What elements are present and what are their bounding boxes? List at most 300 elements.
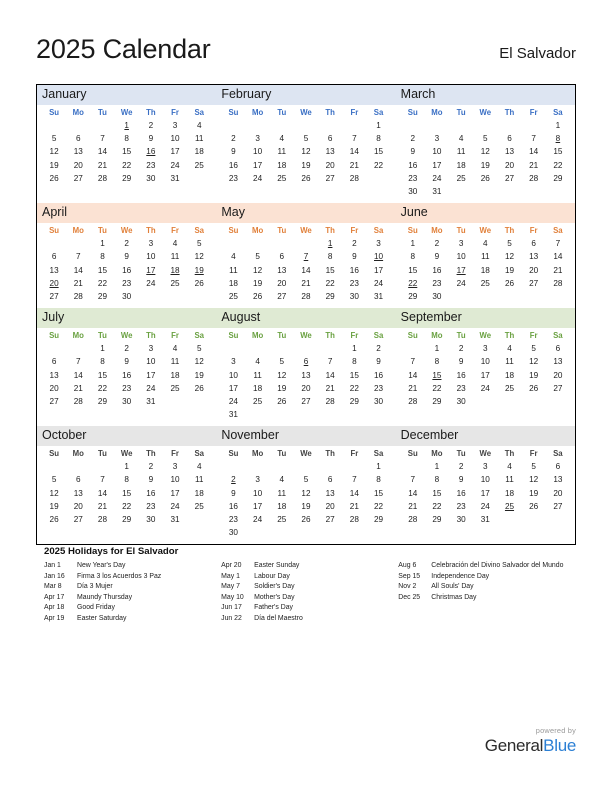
day-cell[interactable]: 19	[253, 278, 263, 288]
day-cell[interactable]: 6	[555, 462, 561, 472]
day-cell[interactable]: 31	[170, 173, 180, 183]
day-cell[interactable]: 30	[122, 396, 132, 406]
day-cell[interactable]: 4	[507, 462, 512, 472]
day-cell[interactable]: 1	[352, 344, 357, 354]
day-cell[interactable]: 23	[374, 383, 384, 393]
day-cell[interactable]: 26	[253, 291, 263, 301]
day-cell[interactable]: 13	[529, 252, 539, 262]
day-cell[interactable]: 22	[432, 383, 442, 393]
day-cell[interactable]: 4	[507, 344, 512, 354]
day-cell[interactable]: 7	[76, 357, 81, 367]
day-cell[interactable]: 9	[124, 252, 129, 262]
day-cell[interactable]: 31	[146, 396, 156, 406]
day-cell-holiday[interactable]: 8	[555, 134, 561, 144]
day-cell[interactable]: 1	[100, 344, 105, 354]
day-cell[interactable]: 5	[483, 134, 488, 144]
day-cell[interactable]: 29	[97, 396, 108, 406]
day-cell[interactable]: 16	[228, 501, 238, 511]
day-cell[interactable]: 18	[170, 370, 180, 380]
day-cell[interactable]: 29	[349, 396, 359, 406]
day-cell[interactable]: 12	[301, 147, 311, 157]
day-cell[interactable]: 2	[124, 344, 129, 354]
day-cell[interactable]: 2	[231, 134, 236, 144]
day-cell[interactable]: 12	[301, 488, 311, 498]
day-cell[interactable]: 30	[432, 291, 442, 301]
day-cell[interactable]: 20	[73, 160, 83, 170]
day-cell[interactable]: 22	[122, 160, 132, 170]
day-cell[interactable]: 8	[100, 252, 105, 262]
day-cell-holiday[interactable]: 1	[124, 121, 129, 131]
day-cell[interactable]: 2	[410, 134, 416, 144]
day-cell[interactable]: 9	[352, 252, 357, 262]
day-cell[interactable]: 19	[194, 370, 204, 380]
day-cell[interactable]: 2	[352, 239, 357, 249]
day-cell[interactable]: 23	[408, 173, 418, 183]
day-cell[interactable]: 10	[170, 134, 180, 144]
day-cell[interactable]: 5	[196, 344, 202, 354]
day-cell[interactable]: 15	[553, 147, 563, 157]
day-cell[interactable]: 18	[277, 501, 287, 511]
day-cell[interactable]: 30	[228, 528, 238, 538]
day-cell[interactable]: 12	[49, 488, 59, 498]
day-cell[interactable]: 26	[301, 173, 311, 183]
day-cell[interactable]: 27	[73, 515, 83, 525]
day-cell[interactable]: 26	[529, 501, 539, 511]
day-cell[interactable]: 27	[301, 396, 311, 406]
day-cell[interactable]: 3	[255, 475, 260, 485]
day-cell[interactable]: 21	[73, 278, 83, 288]
day-cell[interactable]: 30	[146, 173, 156, 183]
day-cell[interactable]: 25	[504, 383, 515, 393]
day-cell[interactable]: 14	[73, 370, 83, 380]
day-cell[interactable]: 28	[325, 396, 335, 406]
day-cell[interactable]: 25	[480, 278, 490, 288]
day-cell[interactable]: 7	[100, 475, 105, 485]
day-cell[interactable]: 26	[194, 383, 204, 393]
day-cell[interactable]: 1	[376, 462, 381, 472]
day-cell[interactable]: 21	[97, 501, 108, 511]
day-cell[interactable]: 13	[73, 147, 83, 157]
day-cell[interactable]: 25	[170, 278, 180, 288]
day-cell[interactable]: 9	[148, 475, 154, 485]
day-cell[interactable]: 5	[255, 252, 260, 262]
day-cell[interactable]: 9	[410, 147, 416, 157]
day-cell-holiday[interactable]: 6	[303, 357, 309, 367]
day-cell[interactable]: 22	[553, 160, 563, 170]
day-cell[interactable]: 16	[456, 488, 466, 498]
day-cell[interactable]: 15	[408, 265, 418, 275]
day-cell[interactable]: 4	[196, 121, 202, 131]
day-cell[interactable]: 24	[228, 396, 238, 406]
day-cell[interactable]: 23	[456, 383, 466, 393]
day-cell[interactable]: 10	[480, 475, 490, 485]
day-cell[interactable]: 11	[229, 265, 238, 275]
day-cell[interactable]: 4	[483, 239, 488, 249]
day-cell[interactable]: 26	[49, 515, 59, 525]
day-cell[interactable]: 21	[349, 501, 359, 511]
day-cell[interactable]: 13	[301, 370, 311, 380]
day-cell[interactable]: 20	[504, 160, 515, 170]
day-cell[interactable]: 15	[122, 488, 132, 498]
day-cell[interactable]: 29	[97, 291, 108, 301]
day-cell[interactable]: 9	[231, 488, 236, 498]
day-cell[interactable]: 30	[146, 515, 156, 525]
day-cell[interactable]: 11	[456, 147, 466, 157]
day-cell[interactable]: 9	[458, 475, 464, 485]
day-cell[interactable]: 21	[408, 383, 418, 393]
day-cell[interactable]: 10	[146, 357, 156, 367]
day-cell[interactable]: 23	[146, 160, 156, 170]
day-cell[interactable]: 8	[124, 134, 129, 144]
day-cell[interactable]: 13	[553, 357, 563, 367]
day-cell[interactable]: 20	[277, 278, 287, 288]
day-cell[interactable]: 14	[349, 488, 359, 498]
day-cell[interactable]: 19	[301, 160, 311, 170]
day-cell[interactable]: 9	[434, 252, 440, 262]
day-cell[interactable]: 18	[228, 278, 238, 288]
day-cell[interactable]: 14	[325, 370, 335, 380]
day-cell[interactable]: 13	[49, 370, 59, 380]
day-cell[interactable]: 30	[122, 291, 132, 301]
day-cell[interactable]: 14	[73, 265, 83, 275]
day-cell[interactable]: 20	[49, 383, 59, 393]
day-cell[interactable]: 7	[327, 357, 333, 367]
day-cell[interactable]: 17	[374, 265, 384, 275]
day-cell[interactable]: 11	[170, 252, 180, 262]
day-cell[interactable]: 6	[327, 134, 333, 144]
day-cell[interactable]: 11	[505, 475, 514, 485]
day-cell[interactable]: 8	[434, 357, 440, 367]
day-cell[interactable]: 28	[73, 396, 83, 406]
day-cell[interactable]: 10	[432, 147, 442, 157]
day-cell[interactable]: 18	[504, 488, 515, 498]
day-cell-holiday[interactable]: 18	[170, 265, 180, 275]
day-cell[interactable]: 4	[172, 344, 178, 354]
day-cell[interactable]: 14	[97, 488, 108, 498]
day-cell[interactable]: 24	[146, 278, 156, 288]
day-cell[interactable]: 19	[529, 488, 539, 498]
day-cell[interactable]: 3	[376, 239, 381, 249]
day-cell[interactable]: 16	[122, 370, 132, 380]
day-cell[interactable]: 20	[325, 160, 335, 170]
day-cell[interactable]: 5	[279, 357, 285, 367]
day-cell[interactable]: 7	[76, 252, 81, 262]
day-cell[interactable]: 19	[529, 370, 539, 380]
day-cell[interactable]: 4	[172, 239, 178, 249]
day-cell[interactable]: 3	[148, 239, 154, 249]
day-cell[interactable]: 28	[529, 173, 539, 183]
day-cell[interactable]: 5	[303, 475, 309, 485]
day-cell[interactable]: 28	[301, 291, 311, 301]
day-cell[interactable]: 1	[434, 344, 440, 354]
day-cell-holiday[interactable]: 22	[408, 278, 418, 288]
day-cell[interactable]: 6	[76, 475, 81, 485]
day-cell[interactable]: 14	[553, 252, 563, 262]
day-cell[interactable]: 3	[458, 239, 464, 249]
day-cell[interactable]: 24	[253, 173, 263, 183]
day-cell[interactable]: 12	[529, 475, 539, 485]
day-cell[interactable]: 20	[73, 501, 83, 511]
day-cell[interactable]: 27	[325, 515, 335, 525]
day-cell[interactable]: 13	[504, 147, 515, 157]
day-cell[interactable]: 7	[410, 475, 416, 485]
day-cell-holiday[interactable]: 2	[231, 475, 236, 485]
day-cell[interactable]: 10	[170, 475, 180, 485]
day-cell[interactable]: 16	[349, 265, 359, 275]
day-cell[interactable]: 28	[73, 291, 83, 301]
day-cell[interactable]: 30	[349, 291, 359, 301]
day-cell[interactable]: 2	[148, 121, 154, 131]
day-cell[interactable]: 26	[277, 396, 287, 406]
day-cell[interactable]: 28	[408, 396, 418, 406]
day-cell[interactable]: 18	[277, 160, 287, 170]
day-cell[interactable]: 10	[456, 252, 466, 262]
day-cell[interactable]: 2	[124, 239, 129, 249]
day-cell[interactable]: 11	[194, 475, 204, 485]
day-cell[interactable]: 15	[122, 147, 132, 157]
day-cell-holiday[interactable]: 7	[303, 252, 309, 262]
day-cell[interactable]: 25	[170, 383, 180, 393]
day-cell[interactable]: 15	[374, 147, 384, 157]
day-cell[interactable]: 14	[301, 265, 311, 275]
day-cell[interactable]: 6	[531, 239, 536, 249]
day-cell[interactable]: 29	[122, 515, 132, 525]
day-cell[interactable]: 24	[480, 383, 490, 393]
day-cell[interactable]: 21	[97, 160, 108, 170]
day-cell[interactable]: 3	[483, 344, 488, 354]
day-cell[interactable]: 13	[553, 475, 563, 485]
day-cell[interactable]: 12	[277, 370, 287, 380]
day-cell[interactable]: 6	[279, 252, 285, 262]
day-cell-holiday[interactable]: 17	[456, 265, 466, 275]
day-cell[interactable]: 12	[529, 357, 539, 367]
day-cell[interactable]: 4	[255, 357, 260, 367]
day-cell[interactable]: 25	[277, 515, 287, 525]
day-cell[interactable]: 29	[553, 173, 563, 183]
day-cell[interactable]: 5	[51, 134, 57, 144]
day-cell[interactable]: 18	[194, 147, 204, 157]
day-cell[interactable]: 4	[279, 134, 285, 144]
day-cell[interactable]: 18	[194, 488, 204, 498]
day-cell[interactable]: 2	[458, 462, 464, 472]
day-cell[interactable]: 26	[504, 278, 515, 288]
day-cell[interactable]: 5	[196, 239, 202, 249]
day-cell[interactable]: 11	[481, 252, 490, 262]
day-cell[interactable]: 26	[529, 383, 539, 393]
day-cell[interactable]: 29	[432, 396, 442, 406]
day-cell[interactable]: 22	[97, 278, 108, 288]
day-cell[interactable]: 7	[352, 475, 357, 485]
day-cell[interactable]: 6	[507, 134, 512, 144]
day-cell[interactable]: 25	[228, 291, 238, 301]
day-cell[interactable]: 4	[458, 134, 464, 144]
day-cell-holiday[interactable]: 17	[146, 265, 156, 275]
day-cell[interactable]: 26	[480, 173, 490, 183]
day-cell[interactable]: 14	[529, 147, 539, 157]
day-cell[interactable]: 11	[505, 357, 514, 367]
day-cell-holiday[interactable]: 20	[49, 278, 59, 288]
day-cell[interactable]: 13	[277, 265, 287, 275]
day-cell[interactable]: 9	[231, 147, 236, 157]
day-cell[interactable]: 29	[122, 173, 132, 183]
day-cell[interactable]: 22	[122, 501, 132, 511]
day-cell[interactable]: 24	[480, 501, 490, 511]
day-cell-holiday[interactable]: 19	[194, 265, 204, 275]
day-cell[interactable]: 8	[100, 357, 105, 367]
day-cell[interactable]: 30	[408, 187, 418, 197]
day-cell[interactable]: 26	[194, 278, 204, 288]
day-cell[interactable]: 6	[51, 357, 57, 367]
day-cell[interactable]: 24	[374, 278, 384, 288]
day-cell[interactable]: 12	[504, 252, 515, 262]
day-cell[interactable]: 18	[456, 160, 466, 170]
day-cell[interactable]: 6	[51, 252, 57, 262]
day-cell[interactable]: 17	[170, 488, 180, 498]
day-cell[interactable]: 27	[49, 291, 59, 301]
day-cell[interactable]: 13	[49, 265, 59, 275]
day-cell[interactable]: 23	[146, 501, 156, 511]
day-cell[interactable]: 31	[374, 291, 384, 301]
day-cell[interactable]: 28	[408, 515, 418, 525]
day-cell[interactable]: 31	[432, 187, 442, 197]
day-cell[interactable]: 7	[100, 134, 105, 144]
day-cell[interactable]: 7	[531, 134, 536, 144]
day-cell[interactable]: 8	[327, 252, 333, 262]
day-cell[interactable]: 23	[456, 501, 466, 511]
day-cell[interactable]: 9	[376, 357, 381, 367]
day-cell[interactable]: 7	[410, 357, 416, 367]
day-cell[interactable]: 25	[277, 173, 287, 183]
day-cell[interactable]: 22	[374, 501, 384, 511]
day-cell[interactable]: 17	[253, 501, 263, 511]
day-cell[interactable]: 1	[376, 121, 381, 131]
day-cell[interactable]: 19	[49, 160, 59, 170]
day-cell[interactable]: 13	[325, 488, 335, 498]
day-cell[interactable]: 20	[529, 265, 539, 275]
day-cell[interactable]: 25	[253, 396, 263, 406]
day-cell[interactable]: 14	[97, 147, 108, 157]
day-cell[interactable]: 31	[170, 515, 180, 525]
day-cell-holiday[interactable]: 15	[432, 370, 442, 380]
day-cell[interactable]: 20	[325, 501, 335, 511]
day-cell[interactable]: 22	[97, 383, 108, 393]
day-cell[interactable]: 5	[303, 134, 309, 144]
day-cell[interactable]: 4	[231, 252, 236, 262]
day-cell[interactable]: 29	[325, 291, 335, 301]
day-cell[interactable]: 30	[456, 396, 466, 406]
day-cell[interactable]: 7	[555, 239, 561, 249]
day-cell[interactable]: 28	[553, 278, 563, 288]
day-cell[interactable]: 19	[480, 160, 490, 170]
day-cell[interactable]: 27	[277, 291, 287, 301]
day-cell[interactable]: 26	[49, 173, 59, 183]
day-cell[interactable]: 8	[376, 475, 381, 485]
day-cell[interactable]: 17	[253, 160, 263, 170]
day-cell[interactable]: 15	[97, 265, 108, 275]
day-cell[interactable]: 12	[480, 147, 490, 157]
day-cell[interactable]: 18	[253, 383, 263, 393]
day-cell[interactable]: 21	[301, 278, 311, 288]
day-cell[interactable]: 5	[531, 344, 536, 354]
day-cell[interactable]: 10	[228, 370, 238, 380]
day-cell[interactable]: 19	[277, 383, 287, 393]
day-cell[interactable]: 24	[456, 278, 466, 288]
day-cell[interactable]: 31	[480, 515, 490, 525]
day-cell-holiday[interactable]: 16	[146, 147, 156, 157]
generalblue-logo[interactable]	[485, 736, 576, 756]
day-cell[interactable]: 21	[349, 160, 359, 170]
day-cell[interactable]: 9	[124, 357, 129, 367]
day-cell[interactable]: 3	[231, 357, 236, 367]
day-cell[interactable]: 1	[434, 462, 440, 472]
day-cell[interactable]: 3	[255, 134, 260, 144]
day-cell[interactable]: 8	[376, 134, 381, 144]
day-cell[interactable]: 5	[531, 462, 536, 472]
day-cell[interactable]: 17	[480, 370, 490, 380]
day-cell[interactable]: 11	[194, 134, 204, 144]
day-cell[interactable]: 3	[148, 344, 154, 354]
day-cell[interactable]: 23	[432, 278, 442, 288]
day-cell[interactable]: 14	[349, 147, 359, 157]
day-cell[interactable]: 6	[76, 134, 81, 144]
day-cell[interactable]: 27	[553, 383, 563, 393]
day-cell[interactable]: 8	[434, 475, 440, 485]
day-cell[interactable]: 27	[504, 173, 515, 183]
day-cell[interactable]: 26	[301, 515, 311, 525]
day-cell[interactable]: 27	[529, 278, 539, 288]
day-cell[interactable]: 19	[301, 501, 311, 511]
day-cell[interactable]: 27	[553, 501, 563, 511]
day-cell[interactable]: 3	[172, 121, 178, 131]
day-cell[interactable]: 16	[228, 160, 238, 170]
day-cell[interactable]: 12	[194, 357, 204, 367]
day-cell[interactable]: 17	[480, 488, 490, 498]
day-cell[interactable]: 15	[432, 488, 442, 498]
day-cell[interactable]: 17	[432, 160, 442, 170]
day-cell[interactable]: 24	[146, 383, 156, 393]
day-cell[interactable]: 5	[507, 239, 512, 249]
day-cell[interactable]: 19	[49, 501, 59, 511]
day-cell[interactable]: 19	[504, 265, 515, 275]
day-cell[interactable]: 30	[374, 396, 384, 406]
day-cell[interactable]: 23	[349, 278, 359, 288]
day-cell[interactable]: 15	[349, 370, 359, 380]
day-cell[interactable]: 15	[374, 488, 384, 498]
day-cell[interactable]: 1	[555, 121, 561, 131]
day-cell[interactable]: 22	[349, 383, 359, 393]
day-cell-holiday[interactable]: 1	[327, 239, 333, 249]
day-cell[interactable]: 5	[51, 475, 57, 485]
day-cell[interactable]: 23	[228, 173, 238, 183]
day-cell[interactable]: 14	[408, 488, 418, 498]
day-cell[interactable]: 20	[553, 488, 563, 498]
day-cell[interactable]: 11	[277, 488, 287, 498]
day-cell[interactable]: 16	[408, 160, 418, 170]
day-cell[interactable]: 20	[553, 370, 563, 380]
day-cell[interactable]: 17	[228, 383, 238, 393]
day-cell[interactable]: 6	[327, 475, 333, 485]
day-cell[interactable]: 29	[408, 291, 418, 301]
day-cell[interactable]: 4	[279, 475, 285, 485]
day-cell[interactable]: 12	[49, 147, 59, 157]
day-cell[interactable]: 29	[432, 515, 442, 525]
day-cell[interactable]: 2	[376, 344, 381, 354]
day-cell[interactable]: 24	[253, 515, 263, 525]
day-cell[interactable]: 23	[122, 383, 132, 393]
day-cell-holiday[interactable]: 25	[504, 501, 515, 511]
day-cell[interactable]: 10	[253, 488, 263, 498]
day-cell[interactable]: 8	[352, 357, 357, 367]
